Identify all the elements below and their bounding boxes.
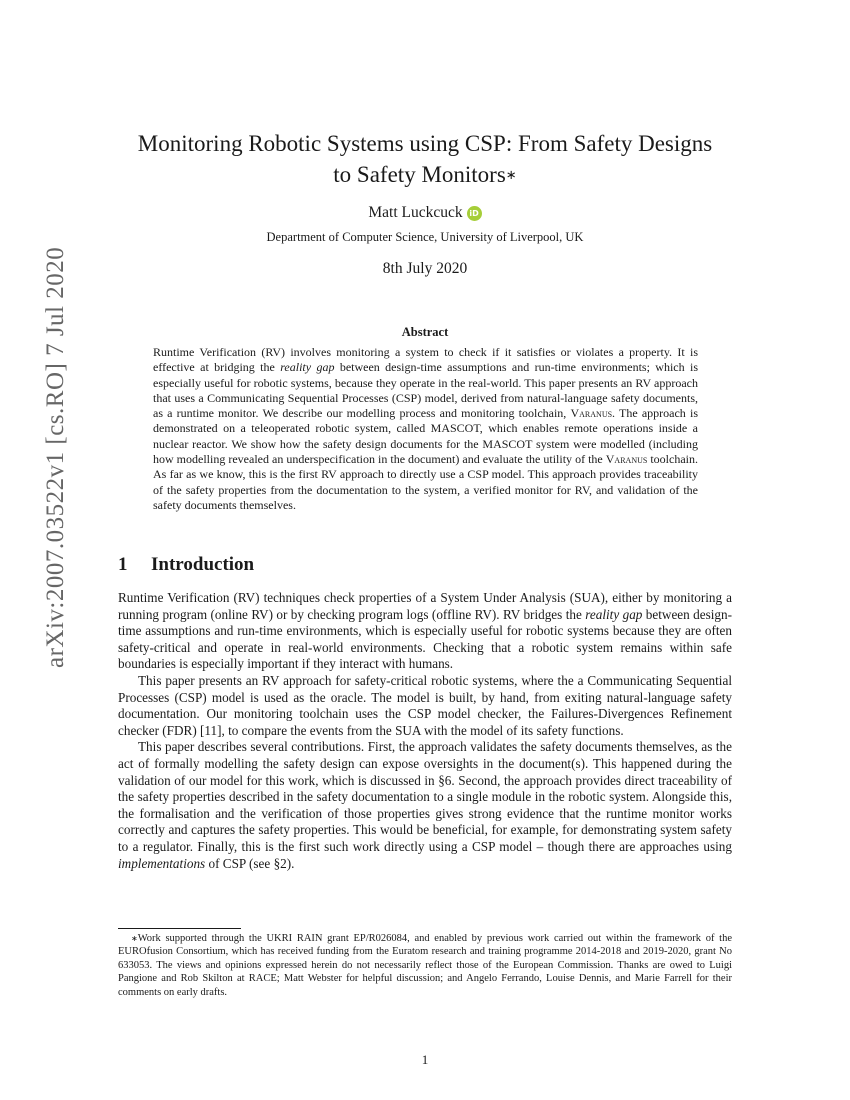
arxiv-identifier: arXiv:2007.03522v1 [cs.RO] 7 Jul 2020 — [42, 246, 69, 668]
orcid-icon[interactable]: iD — [467, 206, 482, 221]
intro-paragraph-2: This paper presents an RV approach for safety-critical robotic systems, where the a Communicating Sequential Processes (CSP) model is used as the oracle. The model is built, by hand, from exiting natural-language safety documentation. Our monitoring toolchain uses the CSP model checker, the Failures-Divergences Refinement checker (FDR) [11], to compare the events from the SUA with the model of its safety functions. — [118, 672, 732, 738]
footnote-mark: ∗ — [131, 934, 138, 943]
affiliation: Department of Computer Science, University of Liverpool, UK — [266, 230, 584, 244]
intro-paragraph-1: Runtime Verification (RV) techniques check properties of a System Under Analysis (SUA), either by monitoring a running program (online RV) or by checking program logs (offline RV). RV bridges the reality gap between design-time assumptions and run-time environments, which is especially useful for robotic systems because they are often safety-critical and operate in real-world environments. Checking that a robotic system remains within safe boundaries is especially important if they interact with humans. — [118, 590, 732, 672]
author-name: Matt Luckcuck — [368, 204, 463, 221]
intro-paragraph-3: This paper describes several contributions. First, the approach validates the safety documents themselves, as the act of formally modelling the safety design can expose oversights in the document(s). This happened during the validation of our model for this work, which is discussed in §6. Second, the approach provides direct traceability of the safety properties described in the safety documentation to a single module in the robotic system. Alongside this, the formalisation and the verification of those properties gives strong evidence that the runtime monitor works correctly and captures the safety properties. This would be beneficial, for example, for demonstrating system safety to a regulator. Finally, this is the first such work directly using a CSP model – though there are approaches using implementations of CSP (see §2). — [118, 739, 732, 871]
introduction-body — [118, 590, 732, 872]
footnote-divider — [118, 928, 241, 929]
title-footnote-mark: ∗ — [505, 167, 517, 182]
arxiv-sidebar — [0, 246, 69, 670]
title-line-2: to Safety Monitors — [333, 162, 506, 187]
footnote — [118, 932, 732, 999]
section-title: Introduction — [151, 554, 255, 575]
author-line — [0, 204, 850, 222]
publication-date: 8th July 2020 — [382, 260, 468, 277]
abstract-heading: Abstract — [401, 325, 449, 339]
footnote-text: Work supported through the UKRI RAIN grant EP/R026084, and enabled by previous work carried out within the framework of the EUROfusion Consortium, which has received funding from the Euratom research and training programme 2014-2018 and 2019-2020, grant No 633053. The views and opinions expressed herein do not necessarily reflect those of the European Commission. Thanks are owed to Luigi Pangione and Rob Skilton at RACE; Matt Webster for helpful discussion; and Angelo Ferrando, Louise Dennis, and Marie Farrell for their comments on early drafts. — [118, 933, 732, 998]
paper-title — [118, 128, 732, 190]
section-number: 1 — [118, 554, 128, 575]
page-number: 1 — [421, 1052, 429, 1067]
section-heading — [118, 554, 254, 576]
abstract-text: Runtime Verification (RV) involves monitoring a system to check if it satisfies or violates a property. It is effective at bridging the reality gap between design-time assumptions and run-time environments; which is especially useful for robotic systems, because they operate in the real-world. This paper presents an RV approach that uses a Communicating Sequential Processes (CSP) model, derived from natural-language safety documents, as a runtime monitor. We describe our modelling process and monitoring toolchain, Varanus. The approach is demonstrated on a teleoperated robotic system, called MASCOT, which enables remote operations inside a nuclear reactor. We show how the safety design documents for the MASCOT system were modelled (including how modelling revealed an underspecification in the document) and evaluate the utility of the Varanus toolchain. As far as we know, this is the first RV approach to directly use a CSP model. This approach provides traceability of the safety properties from the documentation to the system, a verified monitor for RV, and validation of the safety documents themselves. — [153, 345, 699, 512]
title-line-1: Monitoring Robotic Systems using CSP: From Safety Designs — [137, 131, 713, 156]
